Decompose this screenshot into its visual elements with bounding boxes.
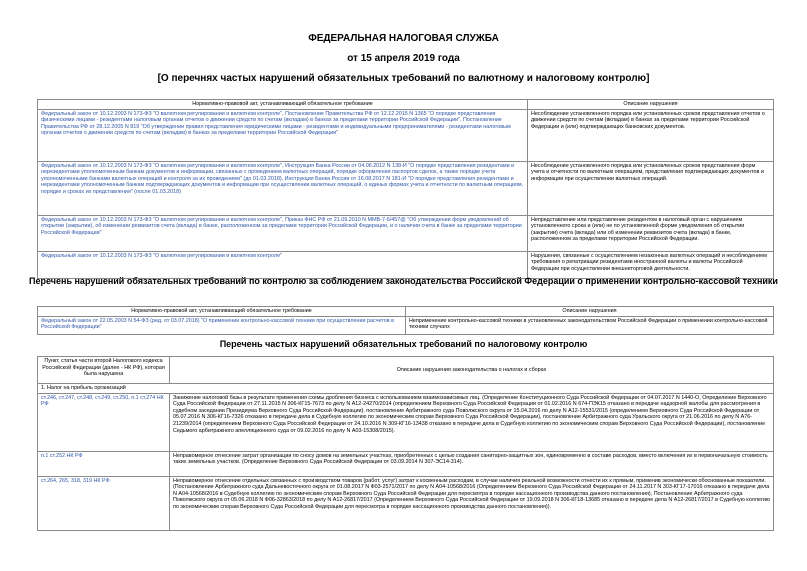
act-link-cell[interactable]: Федеральный закон от 10.12.2003 N 173-ФЗ "О валютном регулировании и валютном контроле", Постановление Правительства РФ от 12.12.2015 N 1365 "О порядке представления физическими лицами - резидентами налоговым органам отчетов о движении средств по счетам (вкладам) в банках за пределами территории Российской Федерации", Постановление Правительства РФ от 28.12.2005 N 819 "Об утверждении правил представления юридическими лицами - резидентами и индивидуальными предпринимателями - резидентами налоговым органам отчетов о движении средств по счетам (вкладам) в банках за пределами территории Российской Федерации": [38, 109, 528, 161]
description-cell: Несоблюдение установленного порядка или установленных сроков представления форм учета и отчетности по валютным операциям, представления подтверждающих документов и информации при осуществлении валютных операций.: [528, 161, 774, 215]
document-org-title: ФЕДЕРАЛЬНАЯ НАЛОГОВАЯ СЛУЖБА: [308, 33, 499, 44]
table-row: [38, 451, 774, 476]
table-header-row: [38, 357, 774, 384]
act-link-cell[interactable]: Федеральный закон от 22.05.2003 N 54-ФЗ (ред. от 03.07.2018) "О применении контрольно-кассовой техники при осуществлении расчетов в Российской Федерации": [38, 316, 406, 334]
table-group-row: [38, 384, 774, 394]
document-title: [О перечнях частых нарушений обязательных требований по валютному и налоговому контролю]: [157, 73, 650, 84]
column-header-description: Описание нарушения: [528, 100, 774, 110]
description-cell: Неприменение контрольно-кассовой техники в установленных законодательством Российской Федерации о применении контрольно-кассовой техники случаях: [406, 316, 774, 334]
description-cell: Неправомерное отнесение отдельных связанных с производством товаров (работ, услуг) затрат к косвенным расходам, в случае наличия реальной возможности отнести их к прямым, применив экономически обоснованные показатели. (Постановление Арбитражного суда Дальневосточного округа от 01.08.2017 N Ф03-2571/2017 по делу N А04-10568/2016 (Определением Верховного Суда Российской Федерации от 24.11.2017 N 303-КГ17-17016 отказано в передаче дела N А04-10568/2016 в Судебную коллегию по экономическим спорам Верховного Суда Российской Федерации для пересмотра в порядке кассационного производства данного постановления), Постановление Арбитражного суда Поволжского округа от 05.06.2018 N Ф06-32863/2018 по делу N А12-26817/2017 (Определением Верховного Суда Российской Федерации от 19.09.2018 N 306-КГ18-13685 отказано в передаче дела N А12-26817/2017 в Судебную коллегию по экономическим спорам Верховного Суда Российской Федерации для пересмотра в порядке кассационного производства данного постановления)).: [170, 476, 774, 530]
table-row: [38, 251, 774, 278]
table-row: [38, 316, 774, 334]
table-row: [38, 161, 774, 215]
description-cell: Неправомерное отнесение затрат организации по сносу домов на земельных участках, приобретенных с целью создания санитарно-защитных зон, единовременно в составе расходов, вместо включения их в первоначальную стоимость таких земельных участков. (Определение Верховного Суда Российской Федерации от 03.09.2014 N 307-ЭС14-314).: [170, 451, 774, 476]
section-title-tax-control: Перечень частых нарушений обязательных требований по налоговому контролю: [219, 339, 588, 349]
description-cell: Занижение налоговой базы в результате применения схемы дробления бизнеса с использованием взаимозависимых лиц. (Определение Конституционного Суда Российской Федерации от 04.07.2017 N 1440-О, Определение Верховного Суда Российской Федерации от 27.11.2015 N 306-КГ15-7673 по делу N А12-24270/2014 (определением Верховного Суда Российской Федерации от 01.02.2016 N 674-ПЭК15 отказано в передаче надзорной жалобы для рассмотрения в судебном заседании Президиума Верховного Суда Российской Федерации), постановление Арбитражного суда Поволжского округа от 15.04.2016 по делу N А12-15531/2015 (определением Верховного Суда Российской Федерации от 05.07.2016 N 306-КГ16-7326 отказано в передаче дела в Судебную коллегию по экономическим спорам Верховного Суда Российской Федерации), постановление Арбитражного суда Уральского округа от 21.06.2016 по делу N А76-21239/2014 (определением Верховного Суда Российской Федерации от 24.10.2016 N 309-КГ16-13438 отказано в передаче дела в Судебную коллегию по экономическим спорам Верховного Суда Российской Федерации), постановление Седьмого арбитражного апелляционного суда от 09.02.2016 по делу N А03-15308/2015).: [170, 393, 774, 451]
act-link-cell[interactable]: Федеральный закон от 10.12.2003 N 173-ФЗ "О валютном регулировании и валютном контроле": [38, 251, 528, 278]
currency-violations-table: [37, 99, 774, 279]
table-row: [38, 393, 774, 451]
table-row: [38, 109, 774, 161]
tax-violations-table: [37, 356, 774, 531]
act-link-cell[interactable]: Федеральный закон от 10.12.2003 N 173-ФЗ "О валютном регулировании и валютном контроле", Инструкция Банка России от 04.06.2012 N 138-И "О порядке представления резидентами и нерезидентами уполномоченным банкам документов и информации, связанных с проведением валютных операций, порядке оформления паспортов сделок, а также порядке учета уполномоченными банками валютных операций и контроля за их проведением" (до 01.03.2018), Инструкция Банка России от 16.08.2017 N 181-И "О порядке представления резидентами и нерезидентами уполномоченным банкам подтверждающих документов и информации при осуществлении валютных операций, о единых формах учета и отчетности по валютным операциям, порядке и сроках их представления" (после 01.03.2018): [38, 161, 528, 215]
act-link-cell[interactable]: Федеральный закон от 10.12.2003 N 173-ФЗ "О валютном регулировании и валютном контроле", Приказ ФНС РФ от 21.09.2010 N ММВ-7-6/457@ "Об утверждении форм уведомлений об открытии (закрытии), об изменении реквизитов счета (вклада) в банке, расположенном за пределами территории Российской Федерации, и о наличии счета в банке за пределами территории Российской Федерации": [38, 215, 528, 251]
column-header-act: Нормативно-правовой акт, устанавливающий обязательное требование: [38, 100, 528, 110]
document-date: от 15 апреля 2019 года: [347, 53, 460, 64]
column-header-description: Описание нарушения законодательства о налогах и сборах: [170, 357, 774, 384]
description-cell: Нарушения, связанные с осуществлением незаконных валютных операций и несоблюдением требования о репатриации резидентами иностранной валюты и валюты Российской Федерации при осуществлении внешнеторговой деятельности.: [528, 251, 774, 278]
table-header-row: [38, 307, 774, 317]
article-link-cell[interactable]: ст.246, ст.247, ст.248, ст.249, ст.250, п.1 ст.274 НК РФ: [38, 393, 170, 451]
column-header-description: Описание нарушения: [406, 307, 774, 317]
article-link-cell[interactable]: п.1 ст.252 НК РФ: [38, 451, 170, 476]
group-label-profit-tax: 1. Налог на прибыль организаций: [38, 384, 774, 394]
table-row: [38, 215, 774, 251]
description-cell: Непредставление или представление резидентом в налоговый орган с нарушением установленного срока и (или) не по установленной форме уведомления об открытии (закрытии) счета (вклада) или об изменении реквизитов счета (вклада) в банке, расположенном за пределами территории Российской Федерации.: [528, 215, 774, 251]
table-row: [38, 476, 774, 530]
description-cell: Несоблюдение установленного порядка или установленных сроков представления отчетов о движении средств по счетам (вкладам) в банках за пределами территории Российской Федерации и (или) подтверждающих банковских документов.: [528, 109, 774, 161]
section-title-cash-register: Перечень нарушений обязательных требований по контролю за соблюдением законодательства Российской Федерации о применении контрольно-кассовой техники: [29, 276, 778, 286]
cash-register-violations-table: [37, 306, 774, 335]
column-header-act: Нормативно-правовой акт, устанавливающий обязательное требование: [38, 307, 406, 317]
article-link-cell[interactable]: ст.264, 265, 318, 319 НК РФ: [38, 476, 170, 530]
column-header-article: Пункт, статья части второй Налогового кодекса Российской Федерации (далее - НК РФ), которая была нарушена: [38, 357, 170, 384]
table-header-row: [38, 100, 774, 110]
